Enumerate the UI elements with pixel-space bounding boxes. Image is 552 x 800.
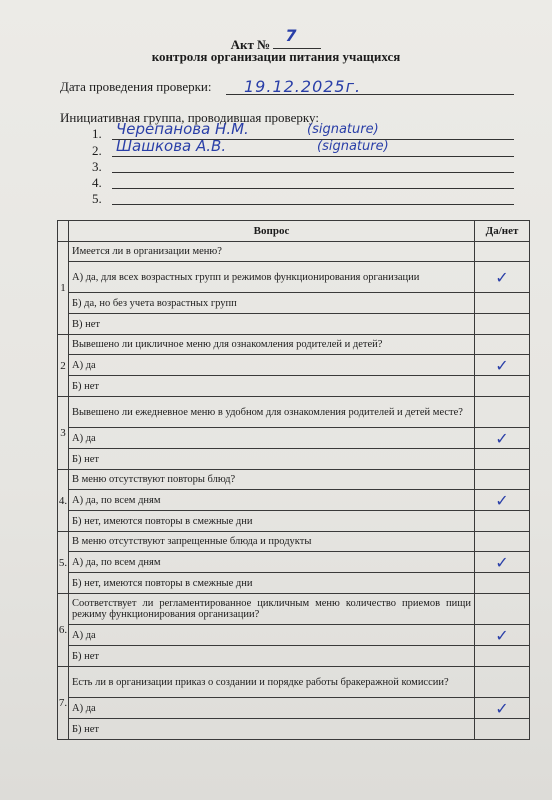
question-row bbox=[58, 397, 530, 428]
question-text: В меню отсутствуют повторы блюд? bbox=[69, 470, 475, 490]
check-mark-icon: ✓ bbox=[495, 428, 509, 448]
option-text: Б) нет bbox=[69, 719, 475, 740]
check-mark-icon: ✓ bbox=[495, 267, 509, 287]
option-row bbox=[58, 625, 530, 646]
date-value: 19.12.2025г. bbox=[244, 77, 362, 96]
question-answer-cell bbox=[475, 242, 530, 262]
option-row bbox=[58, 314, 530, 335]
member-row bbox=[92, 137, 522, 159]
option-row bbox=[58, 262, 530, 293]
member-name: Шашкова А.В. bbox=[116, 137, 227, 155]
table-header-row bbox=[58, 221, 530, 242]
question-header: Вопрос bbox=[69, 221, 475, 242]
act-number: 7 bbox=[285, 26, 297, 45]
question-text: Соответствует ли регламентированное цикличным меню количество приемов пищи режиму функционирования организации? bbox=[69, 594, 475, 625]
answer-cell bbox=[475, 490, 530, 511]
answer-cell bbox=[475, 625, 530, 646]
questions-table bbox=[57, 220, 530, 740]
option-text: Б) нет bbox=[69, 646, 475, 667]
member-line bbox=[112, 204, 514, 205]
option-row bbox=[58, 646, 530, 667]
option-row bbox=[58, 293, 530, 314]
member-row bbox=[92, 159, 522, 175]
question-row bbox=[58, 335, 530, 355]
member-signature: (signature) bbox=[307, 122, 379, 137]
act-subtitle: контроля организации питания учащихся bbox=[151, 49, 401, 64]
option-row bbox=[58, 449, 530, 470]
option-text: В) нет bbox=[69, 314, 475, 335]
question-text: Есть ли в организации приказ о создании и порядке работы бракеражной комиссии? bbox=[69, 667, 475, 698]
option-row bbox=[58, 490, 530, 511]
option-text: А) да, по всем дням bbox=[69, 552, 475, 573]
question-number: 3 bbox=[58, 397, 69, 470]
answer-cell bbox=[475, 293, 530, 314]
question-row bbox=[58, 667, 530, 698]
option-text: Б) нет, имеются повторы в смежные дни bbox=[69, 511, 475, 532]
option-text: А) да bbox=[69, 698, 475, 719]
answer-cell bbox=[475, 428, 530, 449]
question-number: 5. bbox=[58, 532, 69, 594]
option-row bbox=[58, 573, 530, 594]
check-mark-icon: ✓ bbox=[495, 698, 509, 718]
question-number: 7. bbox=[58, 667, 69, 740]
option-text: Б) да, но без учета возрастных групп bbox=[69, 293, 475, 314]
answer-cell bbox=[475, 314, 530, 335]
option-row bbox=[58, 428, 530, 449]
question-number: 4. bbox=[58, 470, 69, 532]
member-line bbox=[112, 188, 514, 189]
option-text: Б) нет bbox=[69, 449, 475, 470]
check-mark-icon: ✓ bbox=[495, 625, 509, 645]
option-row bbox=[58, 355, 530, 376]
act-label: Акт № bbox=[230, 37, 271, 52]
check-mark-icon: ✓ bbox=[495, 490, 509, 510]
group-label: Инициативная группа, проводившая проверку: bbox=[60, 110, 319, 125]
question-text: Вывешено ли ежедневное меню в удобном для ознакомления родителей и детей месте? bbox=[69, 397, 475, 428]
question-text: Вывешено ли цикличное меню для ознакомления родителей и детей? bbox=[69, 335, 475, 355]
question-answer-cell bbox=[475, 470, 530, 490]
option-row bbox=[58, 698, 530, 719]
question-row bbox=[58, 470, 530, 490]
member-number: 4. bbox=[92, 175, 102, 190]
option-text: А) да, по всем дням bbox=[69, 490, 475, 511]
member-name: Черепанова Н.М. bbox=[116, 120, 249, 138]
question-number: 2 bbox=[58, 335, 69, 397]
answer-cell bbox=[475, 698, 530, 719]
check-mark-icon: ✓ bbox=[495, 552, 509, 572]
member-row bbox=[92, 191, 522, 207]
question-answer-cell bbox=[475, 532, 530, 552]
answer-cell bbox=[475, 355, 530, 376]
question-answer-cell bbox=[475, 594, 530, 625]
question-text: Имеется ли в организации меню? bbox=[69, 242, 475, 262]
answer-cell bbox=[475, 646, 530, 667]
question-answer-cell bbox=[475, 335, 530, 355]
question-row bbox=[58, 594, 530, 625]
answer-cell bbox=[475, 719, 530, 740]
member-number: 2. bbox=[92, 143, 102, 158]
option-row bbox=[58, 511, 530, 532]
option-row bbox=[58, 376, 530, 397]
option-text: Б) нет bbox=[69, 376, 475, 397]
member-line bbox=[112, 156, 514, 157]
option-text: А) да bbox=[69, 625, 475, 646]
answer-header: Да/нет bbox=[475, 221, 530, 242]
answer-cell bbox=[475, 449, 530, 470]
answer-cell bbox=[475, 552, 530, 573]
member-signature: (signature) bbox=[317, 139, 389, 154]
question-number: 6. bbox=[58, 594, 69, 667]
member-number: 1. bbox=[92, 126, 102, 141]
num-header bbox=[58, 221, 69, 242]
option-text: А) да bbox=[69, 355, 475, 376]
member-number: 3. bbox=[92, 159, 102, 174]
date-label: Дата проведения проверки: bbox=[60, 79, 212, 94]
check-mark-icon: ✓ bbox=[495, 355, 509, 375]
question-text: В меню отсутствуют запрещенные блюда и продукты bbox=[69, 532, 475, 552]
member-row bbox=[92, 175, 522, 191]
question-answer-cell bbox=[475, 397, 530, 428]
answer-cell bbox=[475, 262, 530, 293]
answer-cell bbox=[475, 376, 530, 397]
option-row bbox=[58, 719, 530, 740]
question-row bbox=[58, 532, 530, 552]
option-text: А) да, для всех возрастных групп и режимов функционирования организации bbox=[69, 262, 475, 293]
answer-cell bbox=[475, 511, 530, 532]
option-row bbox=[58, 552, 530, 573]
member-line bbox=[112, 172, 514, 173]
act-number-line bbox=[273, 26, 321, 49]
question-number: 1 bbox=[58, 242, 69, 335]
option-text: Б) нет, имеются повторы в смежные дни bbox=[69, 573, 475, 594]
answer-cell bbox=[475, 573, 530, 594]
question-row bbox=[58, 242, 530, 262]
option-text: А) да bbox=[69, 428, 475, 449]
member-number: 5. bbox=[92, 191, 102, 206]
question-answer-cell bbox=[475, 667, 530, 698]
